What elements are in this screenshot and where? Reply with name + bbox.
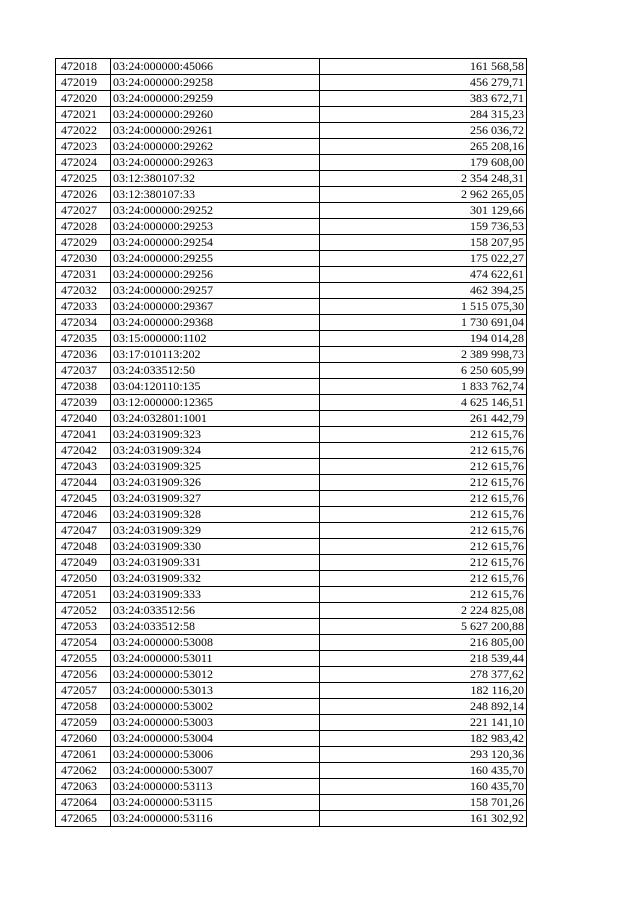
- value-cell: 179 608,00: [320, 155, 527, 171]
- row-id-cell: 472023: [56, 139, 111, 155]
- table-row: [56, 491, 527, 507]
- value-cell: 1 730 691,04: [320, 315, 527, 331]
- row-id-cell: 472024: [56, 155, 111, 171]
- cadastral-number-cell: 03:24:031909:329: [111, 523, 320, 539]
- row-id-cell: 472020: [56, 91, 111, 107]
- cadastral-number-cell: 03:24:000000:29256: [111, 267, 320, 283]
- value-cell: 160 435,70: [320, 779, 527, 795]
- table-row: [56, 523, 527, 539]
- table-row: [56, 427, 527, 443]
- cadastral-number-cell: 03:24:000000:29255: [111, 251, 320, 267]
- value-cell: 212 615,76: [320, 491, 527, 507]
- cadastral-number-cell: 03:24:000000:53008: [111, 635, 320, 651]
- table-row: [56, 379, 527, 395]
- table-row: [56, 587, 527, 603]
- value-cell: 261 442,79: [320, 411, 527, 427]
- row-id-cell: 472048: [56, 539, 111, 555]
- cadastral-number-cell: 03:24:000000:53011: [111, 651, 320, 667]
- row-id-cell: 472051: [56, 587, 111, 603]
- table-row: [56, 155, 527, 171]
- table-row: [56, 731, 527, 747]
- cadastral-number-cell: 03:15:000000:1102: [111, 331, 320, 347]
- table-row: [56, 763, 527, 779]
- row-id-cell: 472045: [56, 491, 111, 507]
- table-row: [56, 603, 527, 619]
- row-id-cell: 472029: [56, 235, 111, 251]
- value-cell: 212 615,76: [320, 507, 527, 523]
- cadastral-number-cell: 03:24:031909:333: [111, 587, 320, 603]
- table-row: [56, 139, 527, 155]
- cadastral-number-cell: 03:24:000000:53013: [111, 683, 320, 699]
- value-cell: 160 435,70: [320, 763, 527, 779]
- cadastral-number-cell: 03:24:031909:323: [111, 427, 320, 443]
- row-id-cell: 472035: [56, 331, 111, 347]
- row-id-cell: 472028: [56, 219, 111, 235]
- cadastral-number-cell: 03:12:380107:32: [111, 171, 320, 187]
- row-id-cell: 472046: [56, 507, 111, 523]
- value-cell: 462 394,25: [320, 283, 527, 299]
- value-cell: 4 625 146,51: [320, 395, 527, 411]
- table-row: [56, 59, 527, 75]
- cadastral-number-cell: 03:24:031909:332: [111, 571, 320, 587]
- row-id-cell: 472047: [56, 523, 111, 539]
- cadastral-number-cell: 03:24:000000:53012: [111, 667, 320, 683]
- cadastral-number-cell: 03:24:000000:53115: [111, 795, 320, 811]
- table-row: [56, 651, 527, 667]
- value-cell: 158 701,26: [320, 795, 527, 811]
- row-id-cell: 472034: [56, 315, 111, 331]
- value-cell: 212 615,76: [320, 539, 527, 555]
- table-row: [56, 331, 527, 347]
- value-cell: 383 672,71: [320, 91, 527, 107]
- row-id-cell: 472042: [56, 443, 111, 459]
- cadastral-number-cell: 03:24:000000:29254: [111, 235, 320, 251]
- value-cell: 278 377,62: [320, 667, 527, 683]
- cadastral-number-cell: 03:24:000000:29263: [111, 155, 320, 171]
- value-cell: 212 615,76: [320, 571, 527, 587]
- value-cell: 221 141,10: [320, 715, 527, 731]
- row-id-cell: 472026: [56, 187, 111, 203]
- table-row: [56, 811, 527, 827]
- table-row: [56, 251, 527, 267]
- table-row: [56, 619, 527, 635]
- table-row: [56, 475, 527, 491]
- value-cell: 256 036,72: [320, 123, 527, 139]
- table-row: [56, 747, 527, 763]
- value-cell: 159 736,53: [320, 219, 527, 235]
- cadastral-number-cell: 03:17:010113:202: [111, 347, 320, 363]
- cadastral-number-cell: 03:24:031909:328: [111, 507, 320, 523]
- table-body: [56, 59, 527, 827]
- value-cell: 194 014,28: [320, 331, 527, 347]
- row-id-cell: 472040: [56, 411, 111, 427]
- row-id-cell: 472057: [56, 683, 111, 699]
- table-row: [56, 459, 527, 475]
- cadastral-number-cell: 03:24:031909:324: [111, 443, 320, 459]
- table-row: [56, 235, 527, 251]
- cadastral-number-cell: 03:24:000000:45066: [111, 59, 320, 75]
- row-id-cell: 472025: [56, 171, 111, 187]
- row-id-cell: 472065: [56, 811, 111, 827]
- row-id-cell: 472050: [56, 571, 111, 587]
- table-row: [56, 267, 527, 283]
- cadastral-number-cell: 03:24:000000:29253: [111, 219, 320, 235]
- cadastral-number-cell: 03:24:033512:58: [111, 619, 320, 635]
- table-row: [56, 683, 527, 699]
- row-id-cell: 472018: [56, 59, 111, 75]
- cadastral-number-cell: 03:04:120110:135: [111, 379, 320, 395]
- row-id-cell: 472054: [56, 635, 111, 651]
- row-id-cell: 472033: [56, 299, 111, 315]
- value-cell: 161 568,58: [320, 59, 527, 75]
- cadastral-number-cell: 03:24:031909:326: [111, 475, 320, 491]
- table-row: [56, 667, 527, 683]
- cadastral-number-cell: 03:24:000000:29252: [111, 203, 320, 219]
- cadastral-number-cell: 03:24:000000:53002: [111, 699, 320, 715]
- cadastral-number-cell: 03:24:000000:29262: [111, 139, 320, 155]
- value-cell: 212 615,76: [320, 475, 527, 491]
- row-id-cell: 472052: [56, 603, 111, 619]
- table-row: [56, 75, 527, 91]
- row-id-cell: 472063: [56, 779, 111, 795]
- value-cell: 218 539,44: [320, 651, 527, 667]
- value-cell: 248 892,14: [320, 699, 527, 715]
- row-id-cell: 472027: [56, 203, 111, 219]
- row-id-cell: 472019: [56, 75, 111, 91]
- table-row: [56, 283, 527, 299]
- table-row: [56, 395, 527, 411]
- row-id-cell: 472022: [56, 123, 111, 139]
- row-id-cell: 472059: [56, 715, 111, 731]
- cadastral-number-cell: 03:24:000000:29259: [111, 91, 320, 107]
- row-id-cell: 472036: [56, 347, 111, 363]
- cadastral-number-cell: 03:24:000000:53113: [111, 779, 320, 795]
- value-cell: 212 615,76: [320, 443, 527, 459]
- cadastral-number-cell: 03:24:000000:29260: [111, 107, 320, 123]
- table-row: [56, 91, 527, 107]
- table-row: [56, 171, 527, 187]
- value-cell: 301 129,66: [320, 203, 527, 219]
- value-cell: 2 224 825,08: [320, 603, 527, 619]
- cadastral-number-cell: 03:24:000000:53006: [111, 747, 320, 763]
- row-id-cell: 472039: [56, 395, 111, 411]
- table-row: [56, 299, 527, 315]
- value-cell: 265 208,16: [320, 139, 527, 155]
- value-cell: 1 833 762,74: [320, 379, 527, 395]
- cadastral-number-cell: 03:24:031909:325: [111, 459, 320, 475]
- row-id-cell: 472037: [56, 363, 111, 379]
- row-id-cell: 472062: [56, 763, 111, 779]
- row-id-cell: 472030: [56, 251, 111, 267]
- cadastral-number-cell: 03:24:000000:53007: [111, 763, 320, 779]
- value-cell: 284 315,23: [320, 107, 527, 123]
- row-id-cell: 472060: [56, 731, 111, 747]
- table-row: [56, 443, 527, 459]
- table-row: [56, 571, 527, 587]
- value-cell: 5 627 200,88: [320, 619, 527, 635]
- row-id-cell: 472032: [56, 283, 111, 299]
- table-row: [56, 123, 527, 139]
- cadastral-number-cell: 03:24:032801:1001: [111, 411, 320, 427]
- table-row: [56, 539, 527, 555]
- table-row: [56, 795, 527, 811]
- row-id-cell: 472056: [56, 667, 111, 683]
- value-cell: 175 022,27: [320, 251, 527, 267]
- value-cell: 474 622,61: [320, 267, 527, 283]
- row-id-cell: 472021: [56, 107, 111, 123]
- cadastral-number-cell: 03:24:031909:331: [111, 555, 320, 571]
- value-cell: 2 354 248,31: [320, 171, 527, 187]
- cadastral-number-cell: 03:24:031909:330: [111, 539, 320, 555]
- row-id-cell: 472055: [56, 651, 111, 667]
- cadastral-number-cell: 03:24:000000:29257: [111, 283, 320, 299]
- value-cell: 161 302,92: [320, 811, 527, 827]
- cadastral-number-cell: 03:24:000000:53116: [111, 811, 320, 827]
- table-row: [56, 219, 527, 235]
- row-id-cell: 472053: [56, 619, 111, 635]
- cadastral-number-cell: 03:24:000000:29367: [111, 299, 320, 315]
- table-row: [56, 555, 527, 571]
- value-cell: 212 615,76: [320, 555, 527, 571]
- value-cell: 158 207,95: [320, 235, 527, 251]
- row-id-cell: 472049: [56, 555, 111, 571]
- row-id-cell: 472058: [56, 699, 111, 715]
- cadastral-number-cell: 03:24:033512:50: [111, 363, 320, 379]
- value-cell: 212 615,76: [320, 459, 527, 475]
- value-cell: 2 389 998,73: [320, 347, 527, 363]
- value-cell: 6 250 605,99: [320, 363, 527, 379]
- value-cell: 212 615,76: [320, 523, 527, 539]
- table-row: [56, 779, 527, 795]
- value-cell: 1 515 075,30: [320, 299, 527, 315]
- row-id-cell: 472064: [56, 795, 111, 811]
- table-row: [56, 411, 527, 427]
- table-row: [56, 315, 527, 331]
- row-id-cell: 472044: [56, 475, 111, 491]
- value-cell: 2 962 265,05: [320, 187, 527, 203]
- cadastral-number-cell: 03:24:000000:53004: [111, 731, 320, 747]
- value-cell: 212 615,76: [320, 427, 527, 443]
- table-row: [56, 347, 527, 363]
- cadastral-number-cell: 03:24:000000:29258: [111, 75, 320, 91]
- cadastral-number-cell: 03:24:033512:56: [111, 603, 320, 619]
- table-row: [56, 635, 527, 651]
- table-row: [56, 507, 527, 523]
- table-row: [56, 107, 527, 123]
- table-row: [56, 187, 527, 203]
- cadastral-number-cell: 03:24:000000:53003: [111, 715, 320, 731]
- cadastral-number-cell: 03:24:000000:29368: [111, 315, 320, 331]
- row-id-cell: 472038: [56, 379, 111, 395]
- value-cell: 216 805,00: [320, 635, 527, 651]
- row-id-cell: 472041: [56, 427, 111, 443]
- row-id-cell: 472031: [56, 267, 111, 283]
- row-id-cell: 472043: [56, 459, 111, 475]
- table-row: [56, 203, 527, 219]
- value-cell: 182 116,20: [320, 683, 527, 699]
- table-row: [56, 363, 527, 379]
- value-cell: 182 983,42: [320, 731, 527, 747]
- cadastral-number-cell: 03:24:000000:29261: [111, 123, 320, 139]
- data-table: [55, 58, 527, 827]
- value-cell: 456 279,71: [320, 75, 527, 91]
- cadastral-number-cell: 03:12:380107:33: [111, 187, 320, 203]
- value-cell: 212 615,76: [320, 587, 527, 603]
- row-id-cell: 472061: [56, 747, 111, 763]
- value-cell: 293 120,36: [320, 747, 527, 763]
- cadastral-number-cell: 03:12:000000:12365: [111, 395, 320, 411]
- cadastral-number-cell: 03:24:031909:327: [111, 491, 320, 507]
- table-row: [56, 699, 527, 715]
- table-row: [56, 715, 527, 731]
